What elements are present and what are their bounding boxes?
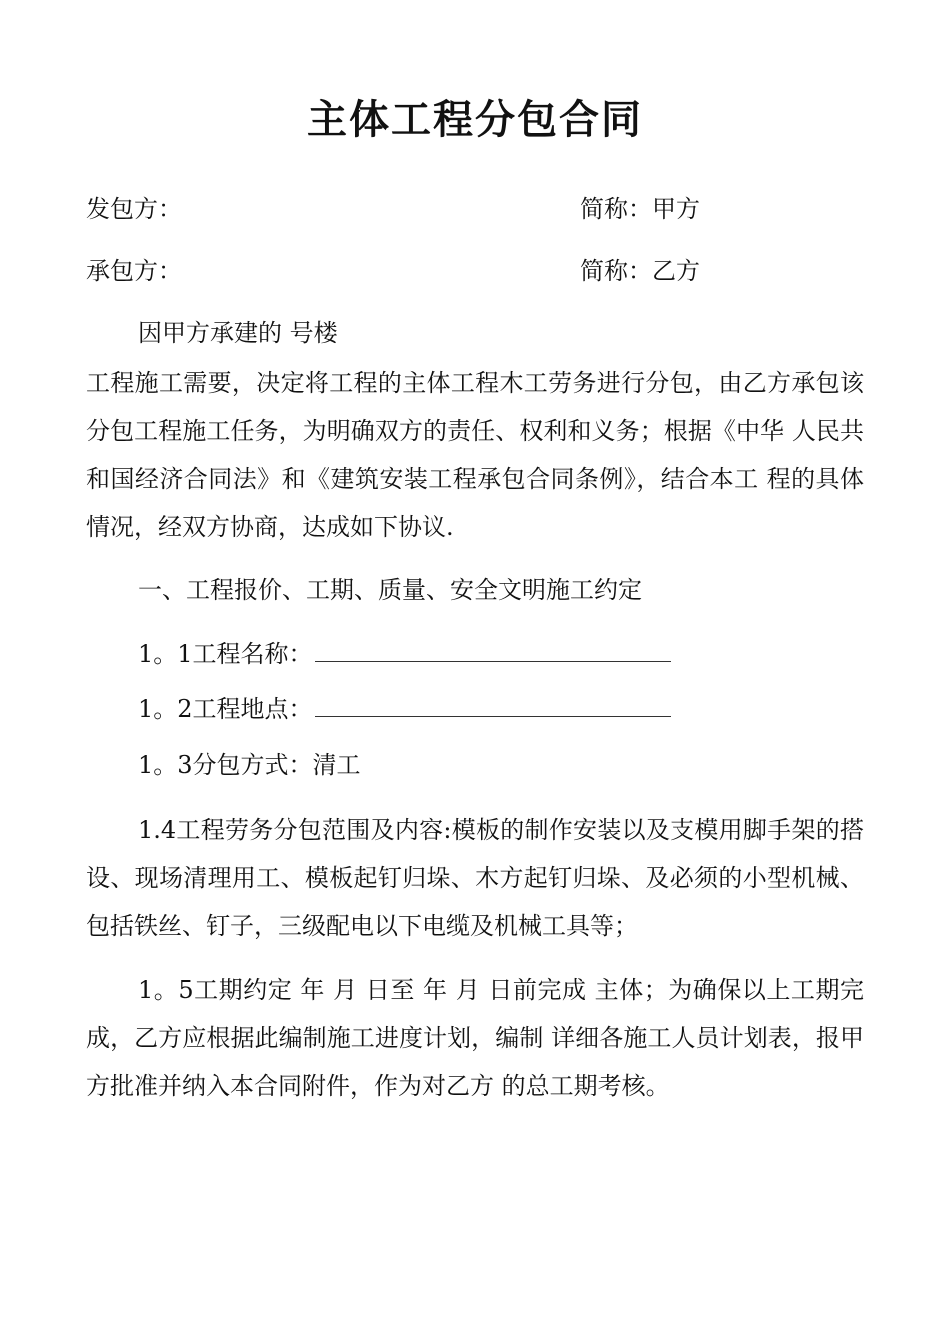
item-1-4-paragraph: 1.4工程劳务分包范围及内容:模板的制作安装以及支模用脚手架的搭设、现场清理用工、模板起钉归垛、木方起钉归垛、及必须的小型机械、包括铁丝、钉子，三级配电以下电缆及机械工具等； [86,816,864,940]
contract-title: 主体工程分包合同 [307,97,643,143]
intro-line: 因甲方承建的 号楼 [138,319,338,347]
contractor-label: 发包方： [86,195,182,223]
project-name-blank [315,639,671,662]
item-1-2 [138,692,671,726]
intro-paragraph: 工程施工需要，决定将工程的主体工程木工劳务进行分包，由乙方承包该分包工程施工任务，为明确双方的责任、权利和义务；根据《中华 人民共和国经济合同法》和《建筑安装工程承包合同条例》，结合本工 程的具体情况，经双方协商，达成如下协议. [86,369,864,541]
project-location-blank [315,694,671,717]
item-1-5-paragraph: 1。5工期约定 年 月 日至 年 月 日前完成 主体；为确保以上工期完成，乙方应根据此编制施工进度计划，编制 详细各施工人员计划表，报甲方批准并纳入本合同附件，作为对乙方 的总工期考核。 [86,976,864,1100]
item-1-2-label: 1。2工程地点： [138,695,313,723]
subcontractor-label: 承包方： [86,257,182,285]
contractor-short-name: 简称：甲方 [580,195,700,223]
item-1-1 [138,637,671,671]
subcontractor-short-name: 简称：乙方 [580,257,700,285]
item-1-1-label: 1。1工程名称： [138,640,313,668]
section-1-heading: 一、工程报价、工期、质量、安全文明施工约定 [138,576,642,604]
item-1-3: 1。3分包方式：清工 [138,751,361,779]
